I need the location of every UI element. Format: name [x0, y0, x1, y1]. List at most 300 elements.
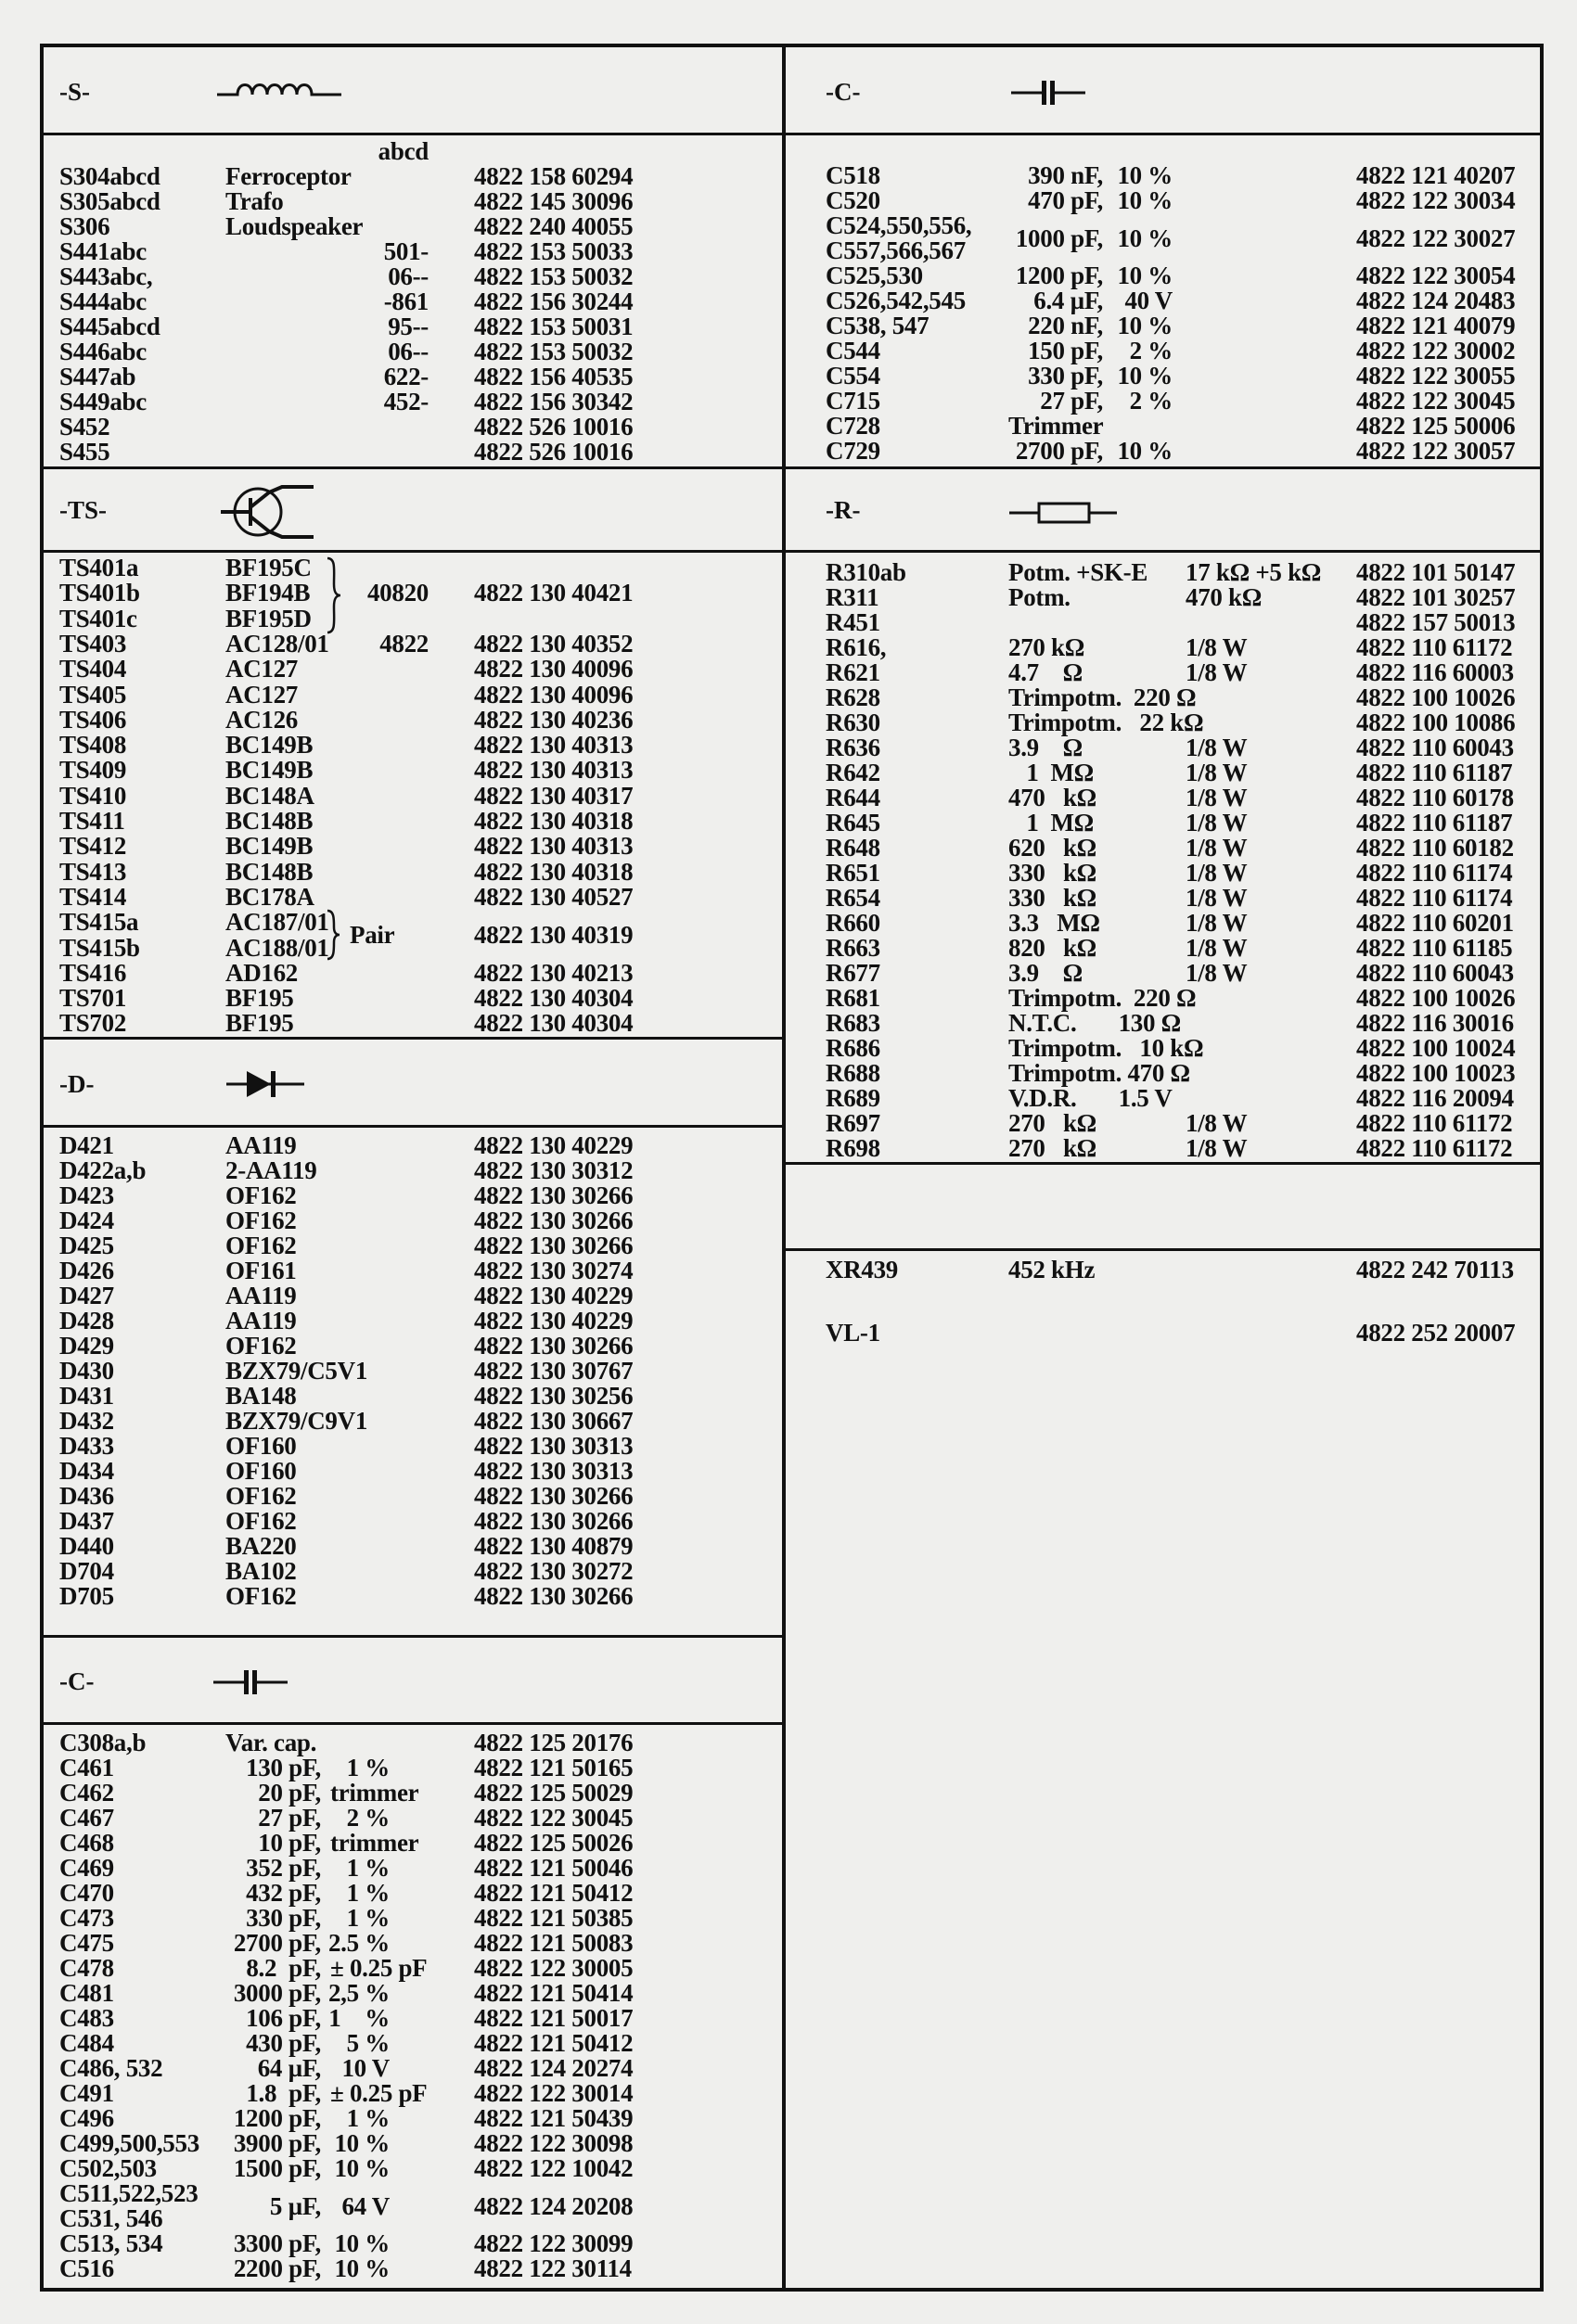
rating: 1/8 W: [1186, 1134, 1248, 1162]
part-number: 4822 130 40236: [474, 705, 634, 734]
transistor-type: BC148B: [225, 857, 314, 886]
rating: 470 kΩ: [1186, 583, 1263, 611]
ref-designator: C516: [59, 2254, 114, 2282]
part-number: 4822 110 61172: [1356, 633, 1513, 661]
ref-designator: C729: [826, 437, 880, 465]
capacitance: 220 nF,: [1028, 312, 1103, 339]
part-number: 4822 100 10026: [1356, 984, 1516, 1012]
tolerance: 2,5 %: [327, 1979, 390, 2007]
inductor-icon: [217, 78, 341, 100]
tolerance: 10 %: [1117, 262, 1173, 289]
part-number: 4822 240 40055: [474, 212, 634, 240]
part-number: 4822 145 30096: [474, 187, 634, 215]
capacitance: 432 pF,: [246, 1879, 321, 1907]
part-number: 4822 121 50385: [474, 1904, 634, 1932]
ref-designator: C531, 546: [59, 2204, 163, 2232]
ref-designator: C308a,b: [59, 1729, 147, 1756]
ref-designator: C513, 534: [59, 2229, 163, 2257]
transistor-icon: [217, 485, 314, 539]
part-number: 4822 110 61174: [1356, 884, 1513, 912]
description: 820 kΩ: [1008, 934, 1096, 962]
capacitor-icon: [213, 1667, 288, 1697]
transistor-type: BF195C: [225, 554, 312, 581]
capacitance: 390 nF,: [1028, 161, 1103, 189]
part-number: 4822 153 50032: [474, 262, 634, 290]
part-number: 4822 130 40213: [474, 958, 634, 987]
capacitance: 6.4 µF,: [1033, 287, 1103, 314]
ref-designator: C486, 532: [59, 2054, 163, 2082]
ref-designator: C544: [826, 337, 880, 364]
ref-designator: R644: [826, 784, 880, 811]
divider: [784, 1248, 1544, 1251]
variant-code: 06--: [388, 338, 429, 365]
part-number: 4822 110 61185: [1356, 934, 1513, 962]
tolerance: 10 %: [1117, 223, 1173, 252]
part-number: 4822 122 30014: [474, 2079, 634, 2107]
description: Trimpotm. 220 Ω: [1008, 683, 1197, 711]
ref-designator: C524,550,556,: [826, 211, 972, 239]
capacitance: 1000 pF,: [1015, 223, 1103, 252]
transistor-type: BF195: [225, 984, 294, 1013]
ref-designator: R663: [826, 934, 880, 962]
part-number: 4822 100 10026: [1356, 683, 1516, 711]
tolerance: 5 %: [346, 2029, 390, 2057]
section-label-ts: -TS-: [59, 496, 108, 524]
part-number: 4822 110 61187: [1356, 809, 1513, 836]
capacitance: Var. cap.: [225, 1729, 317, 1756]
part-number: 4822 130 30266: [474, 1582, 634, 1610]
outer-border-bottom: [40, 2288, 1544, 2292]
description: Trafo: [225, 187, 284, 215]
description: Trimpotm. 220 Ω: [1008, 984, 1197, 1012]
part-number: 4822 526 10016: [474, 413, 634, 441]
ref-designator: C526,542,545: [826, 287, 966, 314]
ref-designator: D424: [59, 1207, 114, 1234]
part-number: 4822 130 30313: [474, 1457, 634, 1485]
transistor-type: BF195D: [225, 604, 312, 632]
ref-designator: TS416: [59, 958, 127, 987]
ref-designator: S306: [59, 212, 110, 240]
ref-designator: R642: [826, 759, 880, 786]
rating: 1/8 W: [1186, 959, 1248, 987]
tolerance: 10 %: [1117, 186, 1173, 214]
ref-designator: R645: [826, 809, 880, 836]
diode-type: AA119: [225, 1282, 297, 1309]
description: Potm.: [1008, 583, 1071, 611]
capacitance: 3900 pF,: [233, 2129, 321, 2157]
ref-designator: TS414: [59, 882, 127, 911]
ref-designator: C468: [59, 1829, 114, 1857]
part-number: 4822 122 30057: [1356, 437, 1516, 465]
part-number: 4822 130 30256: [474, 1382, 634, 1410]
capacitance: 20 pF,: [258, 1779, 321, 1807]
part-number: 4822 130 40229: [474, 1131, 634, 1159]
outer-border-left: [40, 44, 44, 2292]
part-number: 4822 130 40879: [474, 1532, 634, 1560]
diode-type: OF160: [225, 1457, 297, 1485]
part-number: 4822 125 50026: [474, 1829, 634, 1857]
diode-type: AA119: [225, 1131, 297, 1159]
capacitance: 27 pF,: [1040, 387, 1103, 415]
ref-designator: TS403: [59, 629, 127, 658]
part-number: 4822 242 70113: [1356, 1256, 1514, 1283]
ref-designator: D427: [59, 1282, 114, 1309]
part-number: 4822 121 40207: [1356, 161, 1516, 189]
note: 40820: [366, 579, 429, 607]
diode-type: AA119: [225, 1307, 297, 1334]
transistor-type: BC148A: [225, 781, 314, 810]
ref-designator: S441abc: [59, 237, 147, 265]
part-number: 4822 130 30266: [474, 1232, 634, 1259]
pair-label: Pair: [350, 920, 395, 949]
transistor-type: BF194B: [225, 579, 311, 607]
part-number: 4822 130 40229: [474, 1282, 634, 1309]
section-label-r: -R-: [826, 496, 861, 524]
part-number: 4822 110 61174: [1356, 859, 1513, 887]
capacitance: 1200 pF,: [1015, 262, 1103, 289]
part-number: 4822 130 30266: [474, 1507, 634, 1535]
part-number: 4822 130 40096: [474, 680, 634, 709]
column-divider: [782, 44, 786, 2292]
ref-designator: D705: [59, 1582, 114, 1610]
diode-type: 2-AA119: [225, 1156, 317, 1184]
capacitance: 64 µF,: [257, 2054, 321, 2082]
ref-designator: C470: [59, 1879, 114, 1907]
ref-designator: R698: [826, 1134, 880, 1162]
tolerance: 2.5 %: [327, 1929, 390, 1957]
part-number: 4822 130 40304: [474, 984, 634, 1013]
part-number: 4822 130 30272: [474, 1557, 634, 1585]
capacitance: Trimmer: [1008, 412, 1104, 440]
ref-designator: XR439: [826, 1256, 898, 1283]
ref-designator: R648: [826, 834, 880, 862]
description: 1 MΩ: [1008, 759, 1094, 786]
rating: 1/8 W: [1186, 759, 1248, 786]
ref-designator: R681: [826, 984, 880, 1012]
part-number: 4822 110 60201: [1356, 909, 1514, 937]
ref-designator: C557,566,567: [826, 236, 966, 264]
ref-designator: TS408: [59, 731, 127, 760]
description: Loudspeaker: [225, 212, 364, 240]
part-number: 4822 110 61187: [1356, 759, 1513, 786]
ref-designator: R697: [826, 1109, 880, 1137]
part-number: 4822 122 30005: [474, 1954, 634, 1982]
ref-designator: D704: [59, 1557, 114, 1585]
group-brace: [325, 556, 343, 634]
part-number: 4822 130 40313: [474, 832, 634, 861]
tolerance: 64 V: [341, 2191, 390, 2220]
tolerance: ± 0.25 pF: [330, 1954, 428, 1982]
part-number: 4822 110 60178: [1356, 784, 1514, 811]
part-number: 4822 130 40313: [474, 756, 634, 785]
ref-designator: R686: [826, 1034, 880, 1062]
part-number: 4822 121 50439: [474, 2104, 634, 2132]
divider: [40, 466, 1544, 469]
ref-designator: D434: [59, 1457, 114, 1485]
ref-designator: S445abcd: [59, 313, 160, 340]
transistor-type: BC148B: [225, 807, 314, 835]
part-number: 4822 130 30312: [474, 1156, 634, 1184]
part-number: 4822 156 30244: [474, 287, 634, 315]
ref-designator: C469: [59, 1854, 114, 1882]
capacitance: 106 pF,: [246, 2004, 321, 2032]
part-number: 4822 101 50147: [1356, 558, 1516, 586]
s-variant-header: abcd: [378, 137, 429, 165]
part-number: 4822 110 61172: [1356, 1109, 1513, 1137]
ref-designator: D423: [59, 1181, 114, 1209]
part-number: 4822 130 40318: [474, 857, 634, 886]
part-number: 4822 153 50033: [474, 237, 634, 265]
part-number: 4822 153 50031: [474, 313, 634, 340]
tolerance: 10 V: [341, 2054, 390, 2082]
ref-designator: D433: [59, 1432, 114, 1460]
capacitance: 5 µF,: [269, 2191, 321, 2220]
description: 3.3 MΩ: [1008, 909, 1100, 937]
ref-designator: TS405: [59, 680, 127, 709]
capacitance: 8.2 pF,: [246, 1954, 321, 1982]
description: 452 kHz: [1008, 1256, 1096, 1283]
part-number: 4822 130 30266: [474, 1332, 634, 1360]
part-number: 4822 122 30099: [474, 2229, 634, 2257]
ref-designator: R688: [826, 1059, 880, 1087]
tolerance: 40 V: [1124, 287, 1173, 314]
divider: [784, 1162, 1544, 1165]
diode-type: BZX79/C5V1: [225, 1357, 368, 1385]
ref-designator: R660: [826, 909, 880, 937]
rating: 1/8 W: [1186, 658, 1248, 686]
tolerance: 1 %: [346, 1754, 390, 1781]
transistor-type: AC128/01: [225, 629, 329, 658]
tolerance: 1 %: [346, 1904, 390, 1932]
description: 470 kΩ: [1008, 784, 1096, 811]
tolerance: 2 %: [1129, 387, 1173, 415]
ref-designator: R310ab: [826, 558, 906, 586]
section-label-s: -S-: [59, 78, 90, 106]
ref-designator: TS406: [59, 705, 127, 734]
ref-designator: D428: [59, 1307, 114, 1334]
transistor-type: AC187/01: [225, 908, 329, 937]
tolerance: ± 0.25 pF: [330, 2079, 428, 2107]
tolerance: 10 %: [1117, 161, 1173, 189]
ref-designator: D421: [59, 1131, 114, 1159]
rating: 1/8 W: [1186, 784, 1248, 811]
part-number: 4822 110 60043: [1356, 959, 1514, 987]
part-number: 4822 156 40535: [474, 363, 634, 390]
ref-designator: R616,: [826, 633, 887, 661]
description: 4.7 Ω: [1008, 658, 1083, 686]
part-number: 4822 121 50414: [474, 1979, 634, 2007]
diode-type: OF162: [225, 1582, 297, 1610]
diode-type: OF162: [225, 1232, 297, 1259]
part-number: 4822 122 30055: [1356, 362, 1516, 389]
ref-designator: D440: [59, 1532, 114, 1560]
tolerance: 10 %: [1117, 437, 1173, 465]
ref-designator: TS415a: [59, 908, 139, 937]
part-number: 4822 121 40079: [1356, 312, 1516, 339]
description: Trimpotm. 10 kΩ: [1008, 1034, 1204, 1062]
capacitance: 3300 pF,: [233, 2229, 321, 2257]
part-number: 4822 116 20094: [1356, 1084, 1514, 1112]
part-number: 4822 130 30274: [474, 1257, 634, 1284]
section-label-c-right: -C-: [826, 78, 861, 106]
part-number: 4822 110 60043: [1356, 734, 1514, 761]
description: Potm. +SK-E: [1008, 558, 1148, 586]
transistor-type: BC149B: [225, 731, 314, 760]
part-number: 4822 130 40317: [474, 781, 634, 810]
part-number: 4822 121 50083: [474, 1929, 634, 1957]
description: 270 kΩ: [1008, 1134, 1096, 1162]
tolerance: 10 %: [1117, 312, 1173, 339]
ref-designator: D429: [59, 1332, 114, 1360]
ref-designator: C511,522,523: [59, 2179, 199, 2207]
description: 270 kΩ: [1008, 633, 1085, 661]
part-number: 4822 100 10086: [1356, 709, 1516, 736]
tolerance: 10 %: [334, 2229, 390, 2257]
ref-designator: TS411: [59, 807, 125, 835]
ref-designator: TS415b: [59, 933, 140, 962]
description: Trimpotm. 22 kΩ: [1008, 709, 1204, 736]
ref-designator: C473: [59, 1904, 114, 1932]
part-number: 4822 130 40318: [474, 807, 634, 835]
ref-designator: C484: [59, 2029, 114, 2057]
divider: [40, 1722, 784, 1725]
description: Trimpotm. 470 Ω: [1008, 1059, 1190, 1087]
ref-designator: C478: [59, 1954, 114, 1982]
rating: 17 kΩ +5 kΩ: [1186, 558, 1322, 586]
capacitance: 150 pF,: [1028, 337, 1103, 364]
part-number: 4822 156 30342: [474, 388, 634, 415]
ref-designator: TS702: [59, 1009, 127, 1038]
rating: 1/8 W: [1186, 909, 1248, 937]
variant-code: 452-: [383, 388, 429, 415]
ref-designator: TS701: [59, 984, 127, 1013]
ref-designator: C496: [59, 2104, 114, 2132]
rating: 1/8 W: [1186, 1109, 1248, 1137]
ref-designator: TS413: [59, 857, 127, 886]
diode-type: OF161: [225, 1257, 297, 1284]
diode-type: OF162: [225, 1181, 297, 1209]
part-number: 4822 122 30002: [1356, 337, 1516, 364]
part-number: 4822 153 50032: [474, 338, 634, 365]
variant-code: 622-: [383, 363, 429, 390]
description: 270 kΩ: [1008, 1109, 1096, 1137]
diode-type: OF162: [225, 1207, 297, 1234]
capacitance: 2700 pF,: [233, 1929, 321, 1957]
description: 330 kΩ: [1008, 884, 1096, 912]
rating: 1/8 W: [1186, 809, 1248, 836]
ref-designator: TS404: [59, 655, 127, 683]
part-number: 4822 124 20274: [474, 2054, 634, 2082]
part-number: 4822 116 60003: [1356, 658, 1514, 686]
capacitance: 130 pF,: [246, 1754, 321, 1781]
part-number: 4822 125 20176: [474, 1729, 634, 1756]
part-number: 4822 130 40096: [474, 655, 634, 683]
outer-border-top: [40, 44, 1544, 47]
part-number: 4822 130 30266: [474, 1482, 634, 1510]
ref-designator: R451: [826, 608, 880, 636]
tolerance: 2 %: [346, 1804, 390, 1832]
part-number: 4822 130 40319: [474, 920, 634, 949]
description: 1 MΩ: [1008, 809, 1094, 836]
part-number: 4822 130 40304: [474, 1009, 634, 1038]
ref-designator: S443abc,: [59, 262, 153, 290]
part-number: 4822 121 50412: [474, 1879, 634, 1907]
tolerance: 1 %: [328, 2004, 390, 2032]
part-number: 4822 125 50006: [1356, 412, 1516, 440]
tolerance: trimmer: [330, 1829, 419, 1857]
ref-designator: R621: [826, 658, 880, 686]
part-number: 4822 158 60294: [474, 162, 634, 190]
transistor-type: BF195: [225, 1009, 294, 1038]
tolerance: 1 %: [346, 2104, 390, 2132]
tolerance: trimmer: [330, 1779, 419, 1807]
ref-designator: D437: [59, 1507, 114, 1535]
section-label-d: -D-: [59, 1070, 95, 1098]
part-number: 4822 122 30098: [474, 2129, 634, 2157]
ref-designator: D422a,b: [59, 1156, 147, 1184]
divider: [40, 1635, 784, 1638]
ref-designator: C715: [826, 387, 880, 415]
capacitance: 27 pF,: [258, 1804, 321, 1832]
divider: [40, 550, 1544, 553]
rating: 1/8 W: [1186, 934, 1248, 962]
capacitance: 430 pF,: [246, 2029, 321, 2057]
ref-designator: D426: [59, 1257, 114, 1284]
capacitor-icon: [1011, 78, 1085, 108]
ref-designator: S449abc: [59, 388, 147, 415]
part-number: 4822 121 50412: [474, 2029, 634, 2057]
ref-designator: S452: [59, 413, 110, 441]
diode-type: OF162: [225, 1507, 297, 1535]
capacitance: 330 pF,: [1028, 362, 1103, 389]
part-number: 4822 130 40527: [474, 882, 634, 911]
diode-type: OF160: [225, 1432, 297, 1460]
description: V.D.R. 1.5 V: [1008, 1084, 1173, 1112]
ref-designator: C525,530: [826, 262, 923, 289]
description: 3.9 Ω: [1008, 959, 1083, 987]
ref-designator: C554: [826, 362, 880, 389]
part-number: 4822 122 30034: [1356, 186, 1516, 214]
ref-designator: S447ab: [59, 363, 136, 390]
rating: 1/8 W: [1186, 734, 1248, 761]
ref-designator: R683: [826, 1009, 880, 1037]
tolerance: 10 %: [334, 2154, 390, 2182]
ref-designator: C728: [826, 412, 880, 440]
part-number: 4822 252 20007: [1356, 1319, 1516, 1347]
ref-designator: R651: [826, 859, 880, 887]
ref-designator: C538, 547: [826, 312, 930, 339]
ref-designator: S304abcd: [59, 162, 160, 190]
ref-designator: C520: [826, 186, 880, 214]
diode-type: BZX79/C9V1: [225, 1407, 368, 1435]
note: 4822: [379, 629, 429, 658]
ref-designator: C475: [59, 1929, 114, 1957]
part-number: 4822 121 50165: [474, 1754, 634, 1781]
ref-designator: TS409: [59, 756, 127, 785]
ref-designator: S455: [59, 438, 110, 466]
ref-designator: VL-1: [826, 1319, 880, 1347]
diode-type: BA220: [225, 1532, 297, 1560]
ref-designator: C467: [59, 1804, 114, 1832]
transistor-type: AC188/01: [225, 933, 329, 962]
outer-border-right: [1540, 44, 1544, 2292]
description: Ferroceptor: [225, 162, 352, 190]
ref-designator: C491: [59, 2079, 114, 2107]
variant-code: 95--: [388, 313, 429, 340]
capacitance: 1200 pF,: [233, 2104, 321, 2132]
ref-designator: R689: [826, 1084, 880, 1112]
capacitance: 470 pF,: [1028, 186, 1103, 214]
